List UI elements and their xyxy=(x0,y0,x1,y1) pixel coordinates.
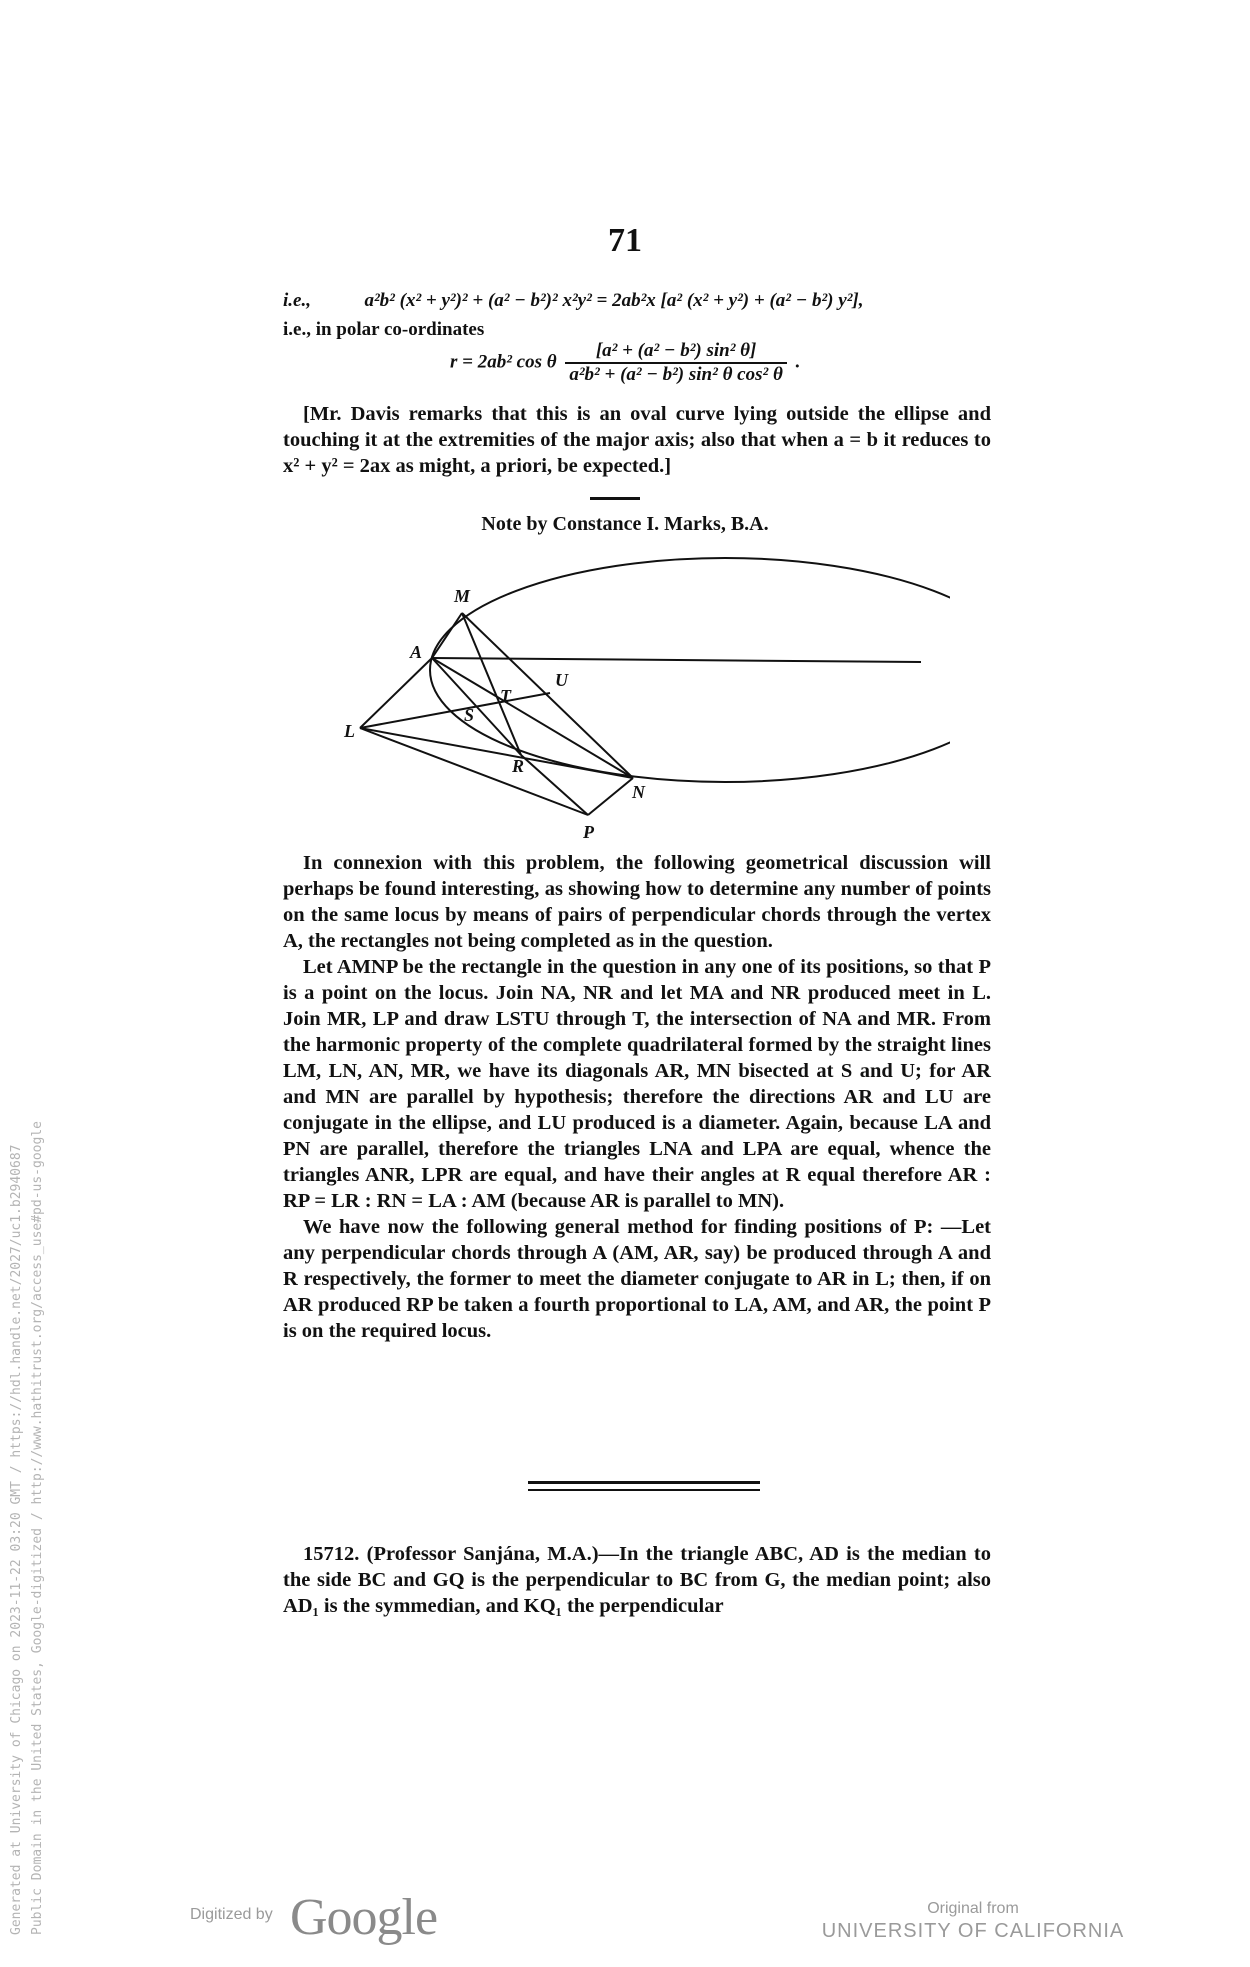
equation-1-formula: a²b² (x² + y²)² + (a² − b²)² x²y² = 2ab²x [a² (x² + y²) + (a² − b²) y²], xyxy=(364,290,864,311)
watermark-line-2: Public Domain in the United States, Google-digitized / http://www.hathitrust.org/access_use#pd-us-google xyxy=(30,1121,45,1935)
equation-1-label: i.e., xyxy=(283,290,311,311)
question-paragraph xyxy=(283,1541,991,1619)
divider-double-top xyxy=(528,1481,760,1484)
discussion-body xyxy=(283,850,991,1344)
line-LP xyxy=(360,728,588,815)
equation-2-denominator: a²b² + (a² − b²) sin² θ cos² θ xyxy=(569,364,783,385)
ellipse xyxy=(430,558,950,782)
major-axis-line xyxy=(432,658,921,662)
equation-2-lhs: r = 2ab² cos θ xyxy=(450,351,557,373)
label-N: N xyxy=(632,782,645,802)
label-T: T xyxy=(500,686,511,706)
label-L: L xyxy=(344,721,355,741)
hathitrust-watermark xyxy=(6,0,48,1935)
line-MA xyxy=(432,613,462,658)
geometry-diagram xyxy=(340,545,950,845)
remark-paragraph xyxy=(283,401,991,479)
watermark-line-1: Generated at University of Chicago on 2023-11-22 03:20 GMT / https://hdl.handle.net/2027/uc1.b2940687 xyxy=(9,1144,24,1935)
label-P: P xyxy=(583,822,594,842)
divider-short xyxy=(590,497,640,500)
university-label: UNIVERSITY OF CALIFORNIA xyxy=(821,1920,1125,1942)
label-R: R xyxy=(512,756,525,776)
label-M: M xyxy=(454,586,471,606)
digitized-by-label: Digitized by xyxy=(190,1906,273,1923)
line-PN xyxy=(588,778,633,815)
paragraph-3: We have now the following general method for finding positions of P: —Let any perpendicular chords through A (AM, AR, say) be produced through A and R respectively, the former to meet the diameter conjugate to AR in L; then, if on AR produced RP be taken a fourth proportional to LA, AM, and AR, the point P is on the required locus. xyxy=(283,1216,991,1342)
note-heading: Note by Constance I. Marks, B.A. xyxy=(481,513,769,535)
equation-2 xyxy=(450,340,930,386)
page-number: 71 xyxy=(608,222,642,259)
line-MR xyxy=(462,613,521,755)
line-MN xyxy=(462,613,633,778)
google-logo: Google xyxy=(290,1889,438,1946)
equation-2-numerator: [a² + (a² − b²) sin² θ] xyxy=(565,340,786,364)
label-U: U xyxy=(555,670,568,690)
remark-text: [Mr. Davis remarks that this is an oval curve lying outside the ellipse and touching it at the extremities of the major axis; also that when a = b it reduces to x² + y² = 2ax as might, a priori, be expected.] xyxy=(283,403,991,477)
original-from-label: Original from xyxy=(927,1900,1019,1917)
paragraph-1: In connexion with this problem, the following geometrical discussion will perhaps be found interesting, as showing how to determine any number of points on the same locus by means of pairs of perpendicular chords through the vertex A, the rectangles not being completed as in the question. xyxy=(283,852,991,952)
polar-intro: i.e., in polar co-ordinates xyxy=(283,319,485,340)
divider-double-bottom xyxy=(528,1489,760,1491)
equation-2-fraction xyxy=(565,340,786,386)
paragraph-2: Let AMNP be the rectangle in the question in any one of its positions, so that P is a point on the locus. Join NA, NR and let MA and NR produced meet in L. Join MR, LP and draw LSTU through T, the intersection of NA and MR. From the harmonic property of the complete quadrilateral formed by the straight lines LM, LN, AN, MR, we have its diagonals AR, MN bisected at S and U; for AR and MN are parallel by hypothesis; therefore the directions AR and LU are conjugate in the ellipse, and LU produced is a diameter. Again, because LA and PN are parallel, therefore the triangles LNA and LPA are equal, whence the triangles ANR, LPR are equal, and have their angles at R equal therefore AR : RP = LR : RN = LA : AM (because AR is parallel to MN). xyxy=(283,956,991,1212)
equation-2-end: . xyxy=(795,351,801,373)
label-S: S xyxy=(464,705,475,725)
original-from-block xyxy=(798,1900,1148,1943)
equation-1 xyxy=(283,290,991,312)
label-A: A xyxy=(410,642,423,662)
question-text: 15712. (Professor Sanjána, M.A.)—In the triangle ABC, AD is the median to the side BC and GQ is the perpendicular to BC from G, the median point; also AD₁ is the symmedian, and KQ₁ the perpendicular xyxy=(283,1543,991,1617)
